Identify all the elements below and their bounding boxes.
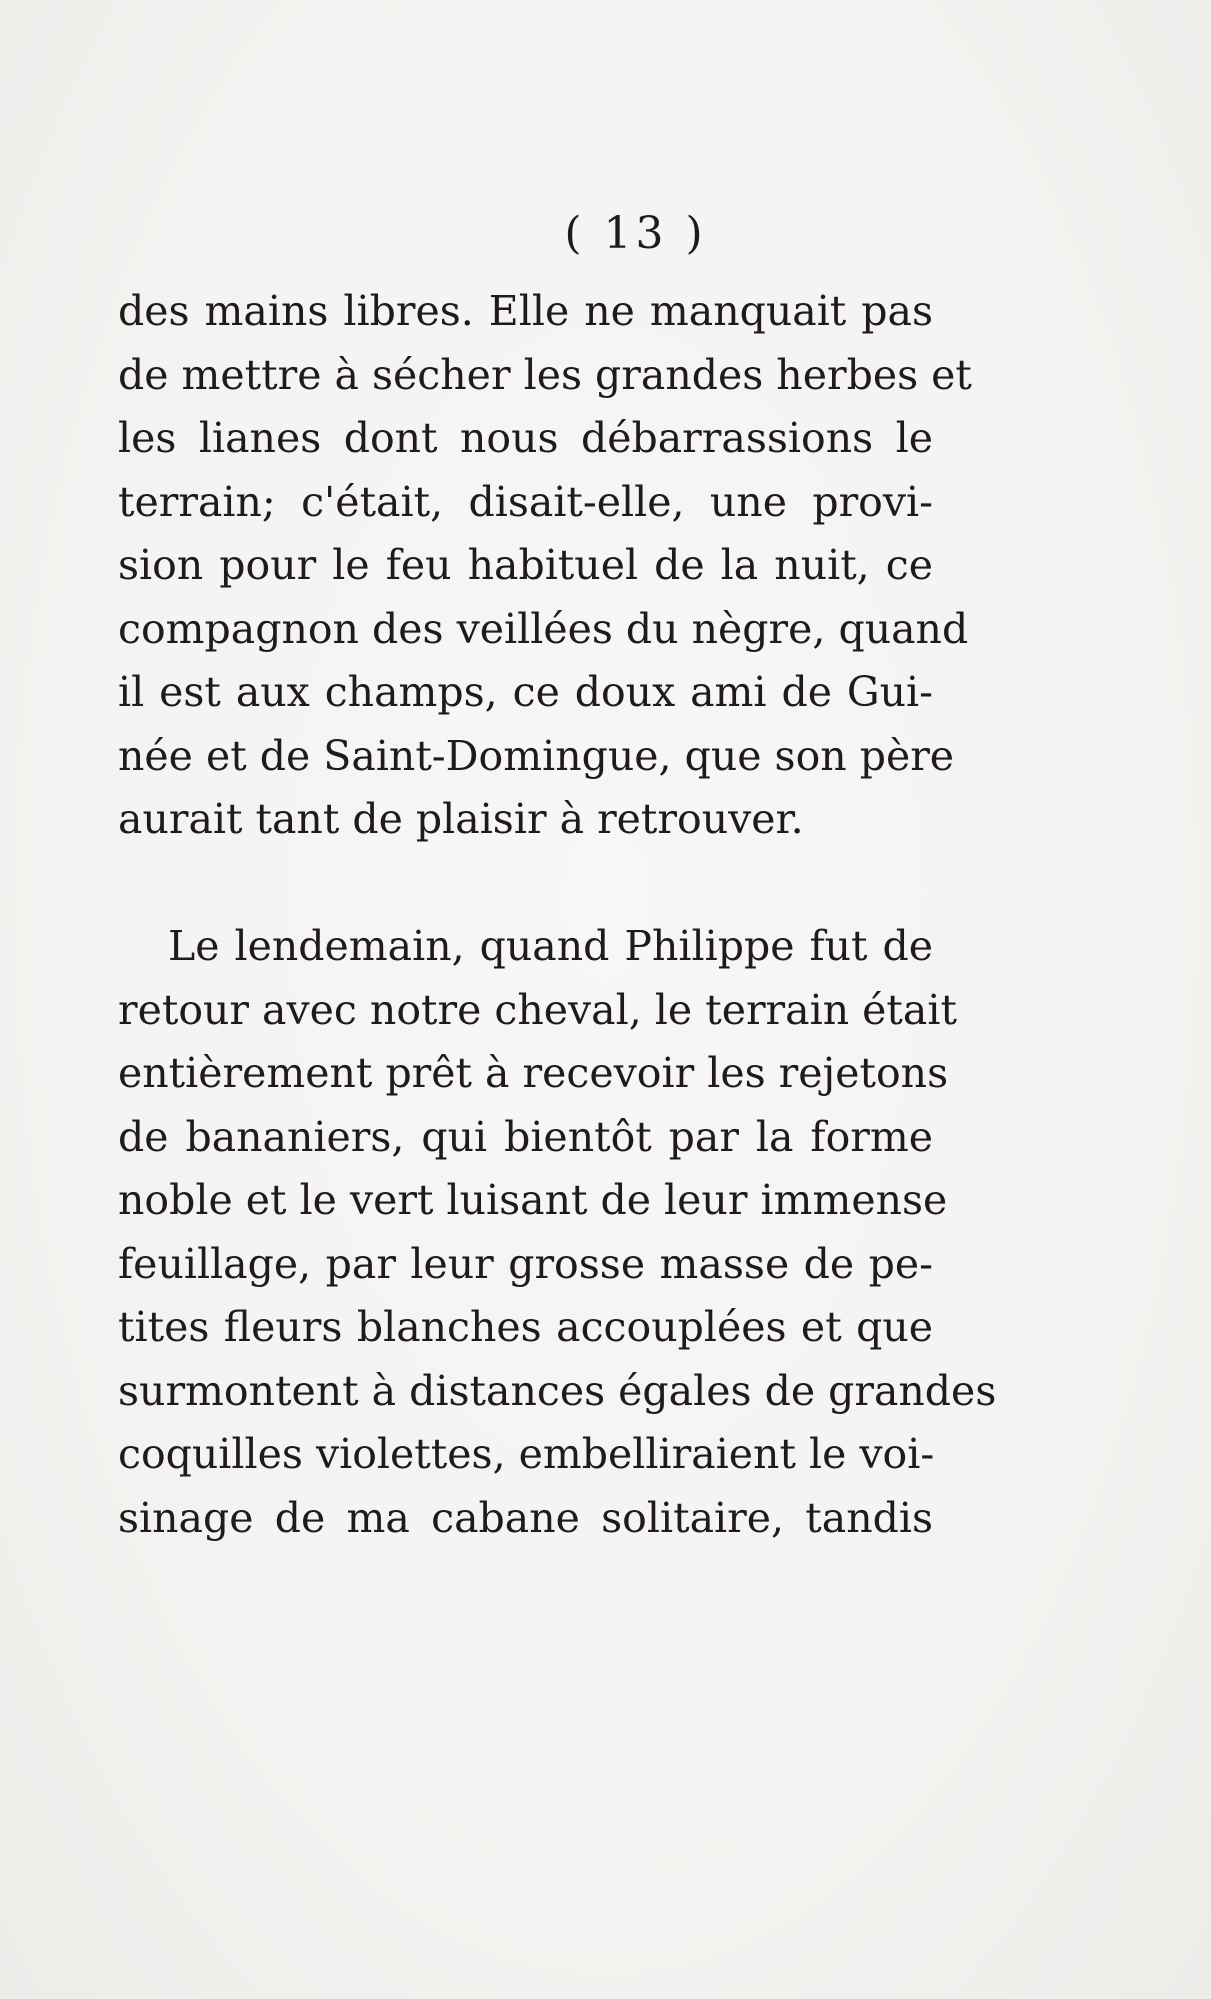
text-line: retour avec notre cheval, le terrain était — [118, 985, 957, 1034]
text-line: surmontent à distances égales de grandes — [118, 1366, 997, 1415]
text-line: il est aux champs, ce doux ami de Gui- — [118, 668, 933, 716]
paragraph-1 — [118, 280, 972, 852]
text-line: Le lendemain, quand Philippe fut de — [168, 922, 933, 970]
text-line: terrain; c'était, disait-elle, une provi- — [118, 477, 933, 526]
text-line: de bananiers, qui bientôt par la forme — [118, 1112, 933, 1161]
text-line: sion pour le feu habituel de la nuit, ce — [118, 541, 933, 589]
text-line: aurait tant de plaisir à retrouver. — [118, 795, 804, 843]
paragraph-2 — [118, 915, 997, 1550]
text-line: noble et le vert luisant de leur immense — [118, 1176, 948, 1224]
text-line: les lianes dont nous débarrassions le — [118, 414, 933, 462]
text-line: sinage de ma cabane solitaire, tandis — [118, 1493, 933, 1542]
text-line: née et de Saint-Domingue, que son père — [118, 731, 955, 780]
page-number: ( 13 ) — [564, 208, 707, 259]
text-line: entièrement prêt à recevoir les rejetons — [118, 1049, 949, 1097]
text-line: feuillage, par leur grosse masse de pe- — [118, 1239, 933, 1288]
text-line: coquilles violettes, embelliraient le voi- — [118, 1430, 935, 1478]
text-line: des mains libres. Elle ne manquait pas — [118, 287, 933, 335]
text-line: tites fleurs blanches accouplées et que — [118, 1303, 933, 1351]
text-line: compagnon des veillées du nègre, quand — [118, 604, 969, 653]
text-line: de mettre à sécher les grandes herbes et — [118, 350, 972, 399]
